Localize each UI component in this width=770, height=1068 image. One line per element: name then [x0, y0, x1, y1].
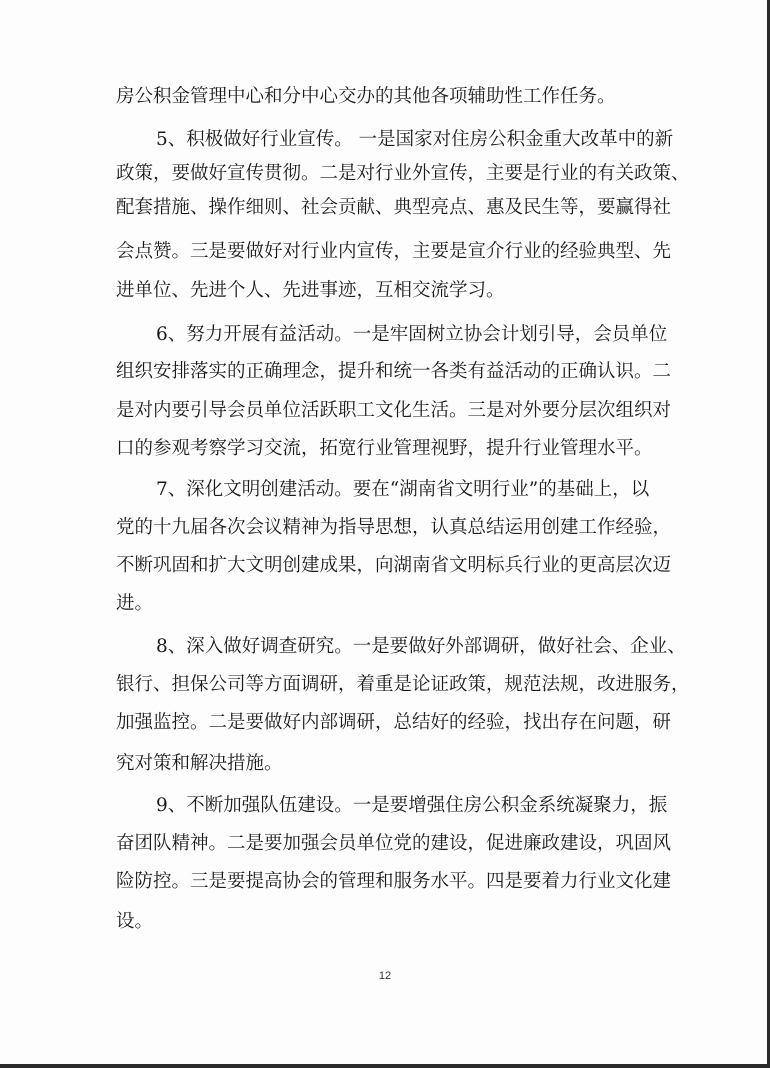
- text-line: 奋团队精神。二是要加强会员单位党的建设，促进廉政建设，巩固风: [116, 833, 672, 854]
- text-line: 7、深化文明创建活动。要在“湖南省文明行业”的基础上，以: [156, 479, 650, 500]
- text-line: 是对内要引导会员单位活跃职工文化生活。三是对外要分层次组织对: [116, 400, 672, 421]
- text-line: 险防控。三是要提高协会的管理和服务水平。四是要着力行业文化建: [116, 871, 672, 892]
- text-line: 加强监控。二是要做好内部调研，总结好的经验，找出存在问题，研: [116, 712, 672, 733]
- text-line: 政策，要做好宣传贯彻。二是对行业外宣传，主要是行业的有关政策、: [116, 163, 690, 184]
- text-line: 进。: [116, 593, 154, 614]
- text-line: 组织安排落实的正确理念，提升和统一各类有益活动的正确认识。二: [116, 361, 672, 382]
- scan-border-bottom: [0, 1064, 770, 1068]
- text-line: 党的十九届各次会议精神为指导思想，认真总结运用创建工作经验，: [116, 517, 672, 538]
- text-line: 8、深入做好调查研究。一是要做好外部调研，做好社会、企业、: [156, 636, 686, 657]
- text-line: 9、不断加强队伍建设。一是要增强住房公积金系统凝聚力，振: [156, 795, 668, 816]
- text-line: 配套措施、操作细则、社会贡献、典型亮点、惠及民生等，要赢得社: [116, 197, 672, 218]
- page-number: 12: [378, 970, 392, 982]
- text-line: 进单位、先进个人、先进事迹，互相交流学习。: [116, 280, 505, 301]
- text-line: 不断巩固和扩大文明创建成果，向湖南省文明标兵行业的更高层次迈: [116, 555, 672, 576]
- text-line: 究对策和解决措施。: [116, 753, 283, 774]
- text-line: 口的参观考察学习交流，拓宽行业管理视野，提升行业管理水平。: [116, 438, 653, 459]
- text-line: 6、努力开展有益活动。一是牢固树立协会计划引导，会员单位: [156, 324, 668, 345]
- text-line: 5、积极做好行业宣传。 一是国家对住房公积金重大改革中的新: [156, 129, 674, 150]
- text-line: 会点赞。三是要做好对行业内宣传，主要是宣介行业的经验典型、先: [116, 241, 672, 262]
- text-line: 房公积金管理中心和分中心交办的其他各项辅助性工作任务。: [116, 86, 616, 107]
- text-line: 设。: [116, 911, 154, 932]
- text-line: 银行、担保公司等方面调研，着重是论证政策，规范法规，改进服务，: [116, 674, 690, 695]
